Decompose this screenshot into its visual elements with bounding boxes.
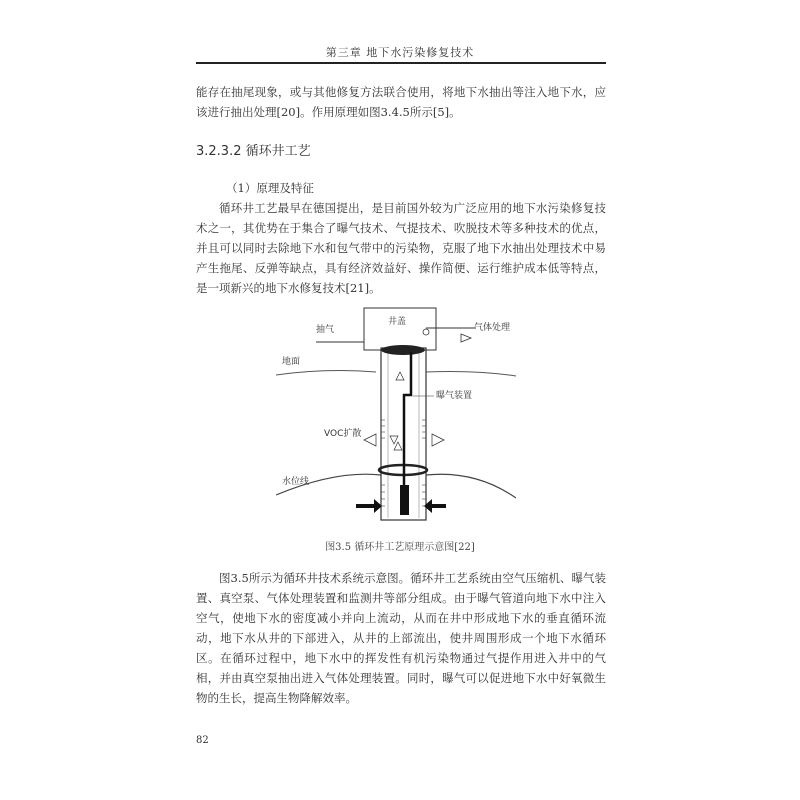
down-arrow-icon	[390, 436, 398, 444]
ground-line	[276, 371, 516, 376]
exhaust-pipe	[316, 342, 364, 348]
paragraph-2: 循环井工艺最早在德国提出，是目前国外较为广泛应用的地下水污染修复技术之一，其优势在于集合了曝气技术、气提技术、吹脱技术等多种技术的优点，并且可以同时去除地下水和包气带中的污染物，克服了地下水抽出处理技术中易产生拖尾、反弹等缺点，具有经济效益好、操作简便、运行维护成本低等特点，是一项新兴的地下水修复技术[21]。	[196, 201, 606, 295]
inflow-arrow-left-icon	[356, 499, 382, 513]
figure-caption: 图3.5 循环井工艺原理示意图[22]	[325, 542, 475, 553]
inflow-arrow-right-icon	[424, 499, 446, 513]
water-table-curve	[276, 474, 516, 498]
voc-arrow-left-icon	[364, 434, 376, 446]
running-head: 第三章 地下水污染修复技术	[325, 46, 475, 59]
section-title: 3.2.3.2 循环井工艺	[196, 144, 311, 159]
paragraph-1: 能存在抽尾现象，或与其他修复方法联合使用，将地下水抽出等注入地下水，应该进行抽出处理[20]。作用原理如图3.4.5所示[5]。	[196, 85, 606, 119]
header-rule	[196, 62, 606, 64]
aerator-body	[400, 485, 409, 515]
aerator-label: 曝气装置	[436, 391, 473, 401]
voc-label: VOC扩散	[324, 429, 362, 439]
up-arrow-icon-1	[396, 372, 404, 380]
circulation-well-diagram	[276, 300, 516, 530]
voc-arrow-right-icon	[432, 434, 444, 446]
wellhead-label: 井盖	[388, 317, 407, 327]
up-arrow-icon-2	[394, 442, 402, 450]
water-table-label: 水位线	[282, 477, 310, 487]
page-number: 82	[196, 735, 209, 746]
subsection-title: （1）原理及特征	[226, 181, 314, 195]
well-top-cap	[381, 345, 425, 355]
ground-label: 地面	[282, 357, 301, 367]
paragraph-3: 图3.5所示为循环井技术系统示意图。循环井工艺系统由空气压缩机、曝气装置、真空泵、气体处理装置和监测井等部分组成。由于曝气管道向地下水中注入空气，使地下水的密度减小并向上流动，从而在井中形成地下水的垂直循环流动，地下水从井的下部进入，从井的上部流出，使井周围形成一个地下水循环区。在循环过程中，地下水中的挥发性有机污染物通过气提作用进入井中的气相，并由真空泵抽出进入气体处理装置。同时，曝气可以促进地下水中好氧微生物的生长，提高生物降解效率。	[196, 571, 606, 705]
gas-treatment-label: 气体处理	[474, 323, 511, 333]
gas-out-arrow-icon	[461, 334, 471, 342]
gauge-icon	[423, 329, 429, 335]
exhaust-label: 抽气	[316, 325, 335, 335]
